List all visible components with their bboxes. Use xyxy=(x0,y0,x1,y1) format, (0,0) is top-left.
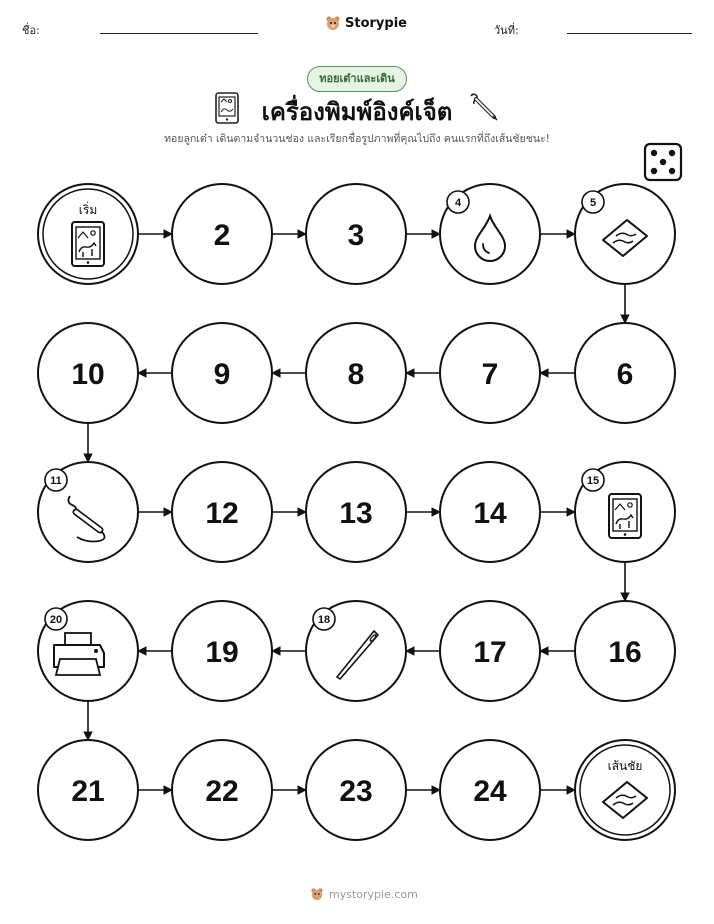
board-space-5[interactable] xyxy=(575,184,675,284)
space-number-badge xyxy=(45,608,67,630)
svg-text:20: 20 xyxy=(49,614,63,626)
space-number: 17 xyxy=(473,636,507,669)
board-space-21[interactable] xyxy=(38,740,138,840)
board-space-16[interactable] xyxy=(575,601,675,701)
board-space-19[interactable] xyxy=(172,601,272,701)
instructions: ทอยลูกเต๋า เดินตามจำนวนช่อง และเรียกชื่อรูปภาพที่คุณไปถึง คนแรกที่ถึงเส้นชัยชนะ! xyxy=(164,133,550,145)
page-title: เครื่องพิมพ์อิงค์เจ็ต xyxy=(261,98,453,126)
space-number: 19 xyxy=(205,636,239,669)
space-number: 8 xyxy=(347,358,365,391)
board-space-15[interactable] xyxy=(575,462,675,562)
footer xyxy=(310,887,418,901)
space-number: 22 xyxy=(205,775,239,808)
svg-text:5: 5 xyxy=(589,197,597,209)
bear-icon xyxy=(310,887,324,901)
board-space-24[interactable] xyxy=(440,740,540,840)
svg-text:18: 18 xyxy=(317,614,331,626)
board-space-10[interactable] xyxy=(38,323,138,423)
board-space-13[interactable] xyxy=(306,462,406,562)
svg-text:11: 11 xyxy=(50,475,62,487)
space-number: 7 xyxy=(481,358,499,391)
space-number-badge xyxy=(45,469,67,491)
board-space-3[interactable] xyxy=(306,184,406,284)
svg-text:4: 4 xyxy=(454,197,462,209)
space-number: 3 xyxy=(347,219,365,252)
date-label: วันที่: xyxy=(494,24,519,37)
board-space-7[interactable] xyxy=(440,323,540,423)
board-space-2[interactable] xyxy=(172,184,272,284)
board-space-11[interactable] xyxy=(38,462,138,562)
svg-text:15: 15 xyxy=(586,475,600,487)
board-space-18[interactable] xyxy=(306,601,406,701)
space-number: 9 xyxy=(213,358,231,391)
start-space[interactable] xyxy=(38,184,138,284)
space-number: 14 xyxy=(473,497,507,530)
start-label: เริ่ม xyxy=(78,203,98,217)
space-number: 16 xyxy=(608,636,642,669)
board-space-17[interactable] xyxy=(440,601,540,701)
board-space-6[interactable] xyxy=(575,323,675,423)
tablet-photo-icon xyxy=(72,222,104,266)
board-space-8[interactable] xyxy=(306,323,406,423)
space-number: 12 xyxy=(205,497,239,530)
board-space-22[interactable] xyxy=(172,740,272,840)
board-space-20[interactable] xyxy=(38,601,138,701)
name-label: ชื่อ: xyxy=(22,24,40,37)
space-number-badge xyxy=(447,191,469,213)
footer-url: mystorypie.com xyxy=(329,887,418,901)
space-number: 10 xyxy=(71,358,105,391)
space-number-badge xyxy=(313,608,335,630)
board-space-9[interactable] xyxy=(172,323,272,423)
board-cells xyxy=(38,184,675,840)
finish-space[interactable] xyxy=(575,740,675,840)
finish-label: เส้นชัย xyxy=(607,759,643,773)
board-space-23[interactable] xyxy=(306,740,406,840)
space-number: 6 xyxy=(616,358,634,391)
tablet-photo-icon xyxy=(609,494,641,538)
space-number-badge xyxy=(582,191,604,213)
board-space-12[interactable] xyxy=(172,462,272,562)
space-number: 23 xyxy=(339,775,373,808)
game-type-badge: ทอยเต๋าและเดิน xyxy=(307,66,407,92)
space-number: 24 xyxy=(473,775,507,808)
board-space-14[interactable] xyxy=(440,462,540,562)
space-number: 2 xyxy=(213,219,231,252)
space-number: 21 xyxy=(71,775,105,808)
brand-name: Storypie xyxy=(345,15,407,31)
space-number: 13 xyxy=(339,497,373,530)
board-space-4[interactable] xyxy=(440,184,540,284)
space-number-badge xyxy=(582,469,604,491)
